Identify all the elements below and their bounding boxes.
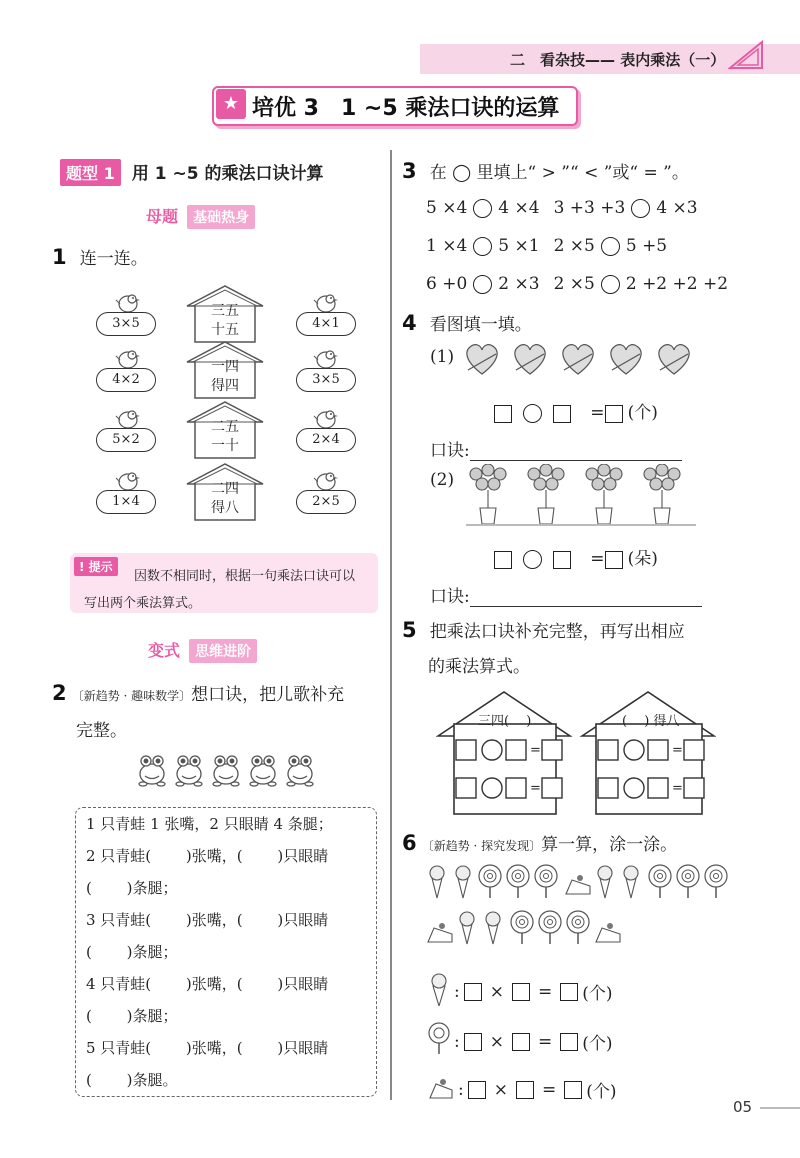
q6-unit: (个) — [582, 1034, 613, 1054]
svg-text:=: = — [672, 743, 683, 758]
q4-number: 4 — [402, 311, 417, 335]
q2-text-2: 完整。 — [76, 721, 127, 741]
compare-circle[interactable] — [473, 199, 492, 218]
lollipop-icon — [428, 1022, 450, 1061]
type-tag: 题型 1 — [60, 159, 121, 186]
base-sub: 基础热身 — [187, 205, 255, 229]
operator-circle[interactable] — [523, 550, 542, 569]
answer-box[interactable] — [605, 551, 623, 569]
type-heading — [60, 159, 323, 186]
q6-equation-row: : × = (个) — [428, 972, 613, 1011]
house-top-text: 二五 — [211, 419, 239, 435]
right-expression[interactable]: 3×5 — [296, 368, 356, 392]
compare-right-a: 2 ×3 — [498, 274, 540, 294]
tip-label: ! 提示 — [74, 557, 118, 576]
house1-label: 三四( ) — [478, 714, 532, 729]
q3 — [402, 158, 689, 183]
koujue-blank[interactable] — [470, 443, 682, 461]
left-expression[interactable]: 5×2 — [96, 428, 156, 452]
q1 — [52, 244, 148, 269]
answer-box[interactable] — [560, 983, 578, 1001]
answer-box[interactable] — [516, 1081, 534, 1099]
q5-text-1: 把乘法口诀补充完整，再写出相应 — [429, 622, 685, 642]
compare-left-a: 6 +0 — [426, 274, 468, 294]
q6-equation-row: : × = (个) — [428, 1072, 617, 1107]
answer-box[interactable] — [553, 405, 571, 423]
base-tag: 母题 — [146, 207, 179, 226]
svg-text:=: = — [530, 743, 541, 758]
q3-number: 3 — [402, 159, 417, 183]
q5 — [402, 617, 685, 642]
right-expression[interactable]: 2×4 — [296, 428, 356, 452]
house-top-text: 三五 — [211, 303, 239, 319]
answer-box[interactable] — [605, 405, 623, 423]
house-bottom-text: 得八 — [211, 500, 239, 516]
q1-number: 1 — [52, 245, 67, 269]
svg-text:=: = — [530, 781, 541, 796]
answer-box[interactable] — [512, 1033, 530, 1051]
compare-right-b: 2 +2 +2 +2 — [625, 274, 729, 294]
house-top-text: 二四 — [211, 481, 239, 497]
left-expression[interactable]: 1×4 — [96, 490, 156, 514]
tip-line-2: 写出两个乘法算式。 — [84, 596, 202, 611]
answer-box[interactable] — [512, 983, 530, 1001]
q4-part2-equation: = (朵) — [494, 544, 658, 569]
operator-circle[interactable] — [523, 404, 542, 423]
q4-unit-2: (朵) — [627, 549, 658, 569]
q6-tag: 〔新趋势 · 探究发现〕 — [421, 839, 542, 853]
poem-line: 4 只青蛙( )张嘴，( )只眼睛 — [86, 975, 329, 993]
compare-circle[interactable] — [601, 237, 620, 256]
page-number: 05 — [733, 1098, 753, 1116]
koujue-label-1: 口诀: — [430, 441, 470, 461]
q3-text: 在 ◯ 里填上“ > ”“ < ”或“ = ”。 — [429, 163, 689, 183]
q4-part1-equation: = (个) — [494, 398, 658, 423]
compare-circle[interactable] — [631, 199, 650, 218]
flower-vases-image — [466, 464, 696, 528]
compare-left-b: 3 +3 +3 — [553, 198, 626, 218]
answer-box[interactable] — [494, 405, 512, 423]
compare-circle[interactable] — [601, 275, 620, 294]
frogs-image — [138, 752, 318, 788]
compare-circle[interactable] — [473, 237, 492, 256]
hearts-image — [462, 340, 702, 380]
compare-right-b: 5 +5 — [625, 236, 668, 256]
q2 — [52, 680, 344, 705]
compare-right-a: 5 ×1 — [498, 236, 540, 256]
compare-left-b: 2 ×5 — [553, 274, 595, 294]
house-top-text: 一四 — [211, 359, 239, 375]
variant-heading — [148, 638, 257, 663]
var-tag: 变式 — [148, 641, 181, 660]
house-bottom-text: 十五 — [211, 322, 239, 338]
q4-part1-label: (1) — [430, 347, 455, 367]
q6-unit: (个) — [582, 984, 613, 1004]
q6 — [402, 830, 677, 855]
compare-row — [426, 236, 667, 256]
compare-right-a: 4 ×4 — [498, 198, 540, 218]
compare-left-a: 5 ×4 — [426, 198, 468, 218]
section-title: 二 看杂技—— 表内乘法（一） — [510, 51, 726, 69]
koujue-blank[interactable] — [470, 589, 702, 607]
q2-number: 2 — [52, 681, 67, 705]
answer-box[interactable] — [468, 1081, 486, 1099]
q5-text-2: 的乘法算式。 — [428, 657, 530, 677]
compare-row — [426, 198, 698, 218]
poem-line: 2 只青蛙( )张嘴，( )只眼睛 — [86, 847, 329, 865]
base-heading — [146, 204, 255, 229]
page-title: 培优 3 1 ~5 乘法口诀的运算 — [252, 96, 560, 121]
var-sub: 思维进阶 — [189, 639, 257, 663]
compare-left-a: 1 ×4 — [426, 236, 468, 256]
right-expression[interactable]: 4×1 — [296, 312, 356, 336]
type-title: 用 1 ~5 的乘法口诀计算 — [131, 164, 324, 184]
compare-circle[interactable] — [473, 275, 492, 294]
ice-cream-icon — [428, 972, 450, 1011]
right-expression[interactable]: 2×5 — [296, 490, 356, 514]
house-bottom-text: 得四 — [211, 378, 239, 394]
poem-line: ( )条腿； — [86, 879, 178, 897]
q6-unit: (个) — [586, 1082, 617, 1102]
column-divider — [390, 150, 392, 1100]
poem-line: 3 只青蛙( )张嘴，( )只眼睛 — [86, 911, 329, 929]
q5-number: 5 — [402, 618, 417, 642]
answer-box[interactable] — [564, 1081, 582, 1099]
q6-text: 算一算，涂一涂。 — [541, 835, 678, 855]
answer-box[interactable] — [464, 983, 482, 1001]
q5-houses — [436, 688, 716, 818]
star-icon: ★ — [216, 89, 246, 119]
poem-line: 5 只青蛙( )张嘴，( )只眼睛 — [86, 1039, 329, 1057]
house2-label: ( ) 得八 — [622, 714, 680, 729]
poem-line: ( )条腿； — [86, 943, 178, 961]
poem-line: ( )条腿； — [86, 1007, 178, 1025]
answer-box[interactable] — [494, 551, 512, 569]
compare-left-b: 2 ×5 — [553, 236, 595, 256]
svg-text:=: = — [672, 781, 683, 796]
ruler-triangle-icon — [728, 40, 764, 70]
poem-line: ( )条腿。 — [86, 1071, 178, 1089]
treats-image — [426, 864, 746, 954]
cake-icon — [428, 1072, 454, 1107]
q4 — [402, 310, 532, 335]
q4-unit-1: (个) — [627, 403, 658, 423]
answer-box[interactable] — [464, 1033, 482, 1051]
q2-text-1: 想口诀，把儿歌补充 — [191, 685, 345, 705]
poem-line: 1 只青蛙 1 张嘴，2 只眼睛 4 条腿； — [86, 815, 333, 833]
compare-row — [426, 274, 728, 294]
q6-equation-row: : × = (个) — [428, 1022, 613, 1061]
left-expression[interactable]: 4×2 — [96, 368, 156, 392]
compare-right-b: 4 ×3 — [656, 198, 698, 218]
koujue-line-2 — [430, 582, 702, 607]
answer-box[interactable] — [553, 551, 571, 569]
q2-tag: 〔新趋势 · 趣味数学〕 — [71, 689, 192, 703]
koujue-line-1 — [430, 436, 682, 461]
answer-box[interactable] — [560, 1033, 578, 1051]
q6-number: 6 — [402, 831, 417, 855]
footer-line — [760, 1107, 800, 1109]
tip-line-1: 因数不相同时，根据一句乘法口诀可以 — [134, 569, 356, 584]
left-expression[interactable]: 3×5 — [96, 312, 156, 336]
q4-text: 看图填一填。 — [429, 315, 532, 335]
koujue-label-2: 口诀: — [430, 587, 470, 607]
house-bottom-text: 一十 — [211, 438, 239, 454]
q4-part2-label: (2) — [430, 470, 455, 490]
q1-text: 连一连。 — [79, 249, 148, 269]
